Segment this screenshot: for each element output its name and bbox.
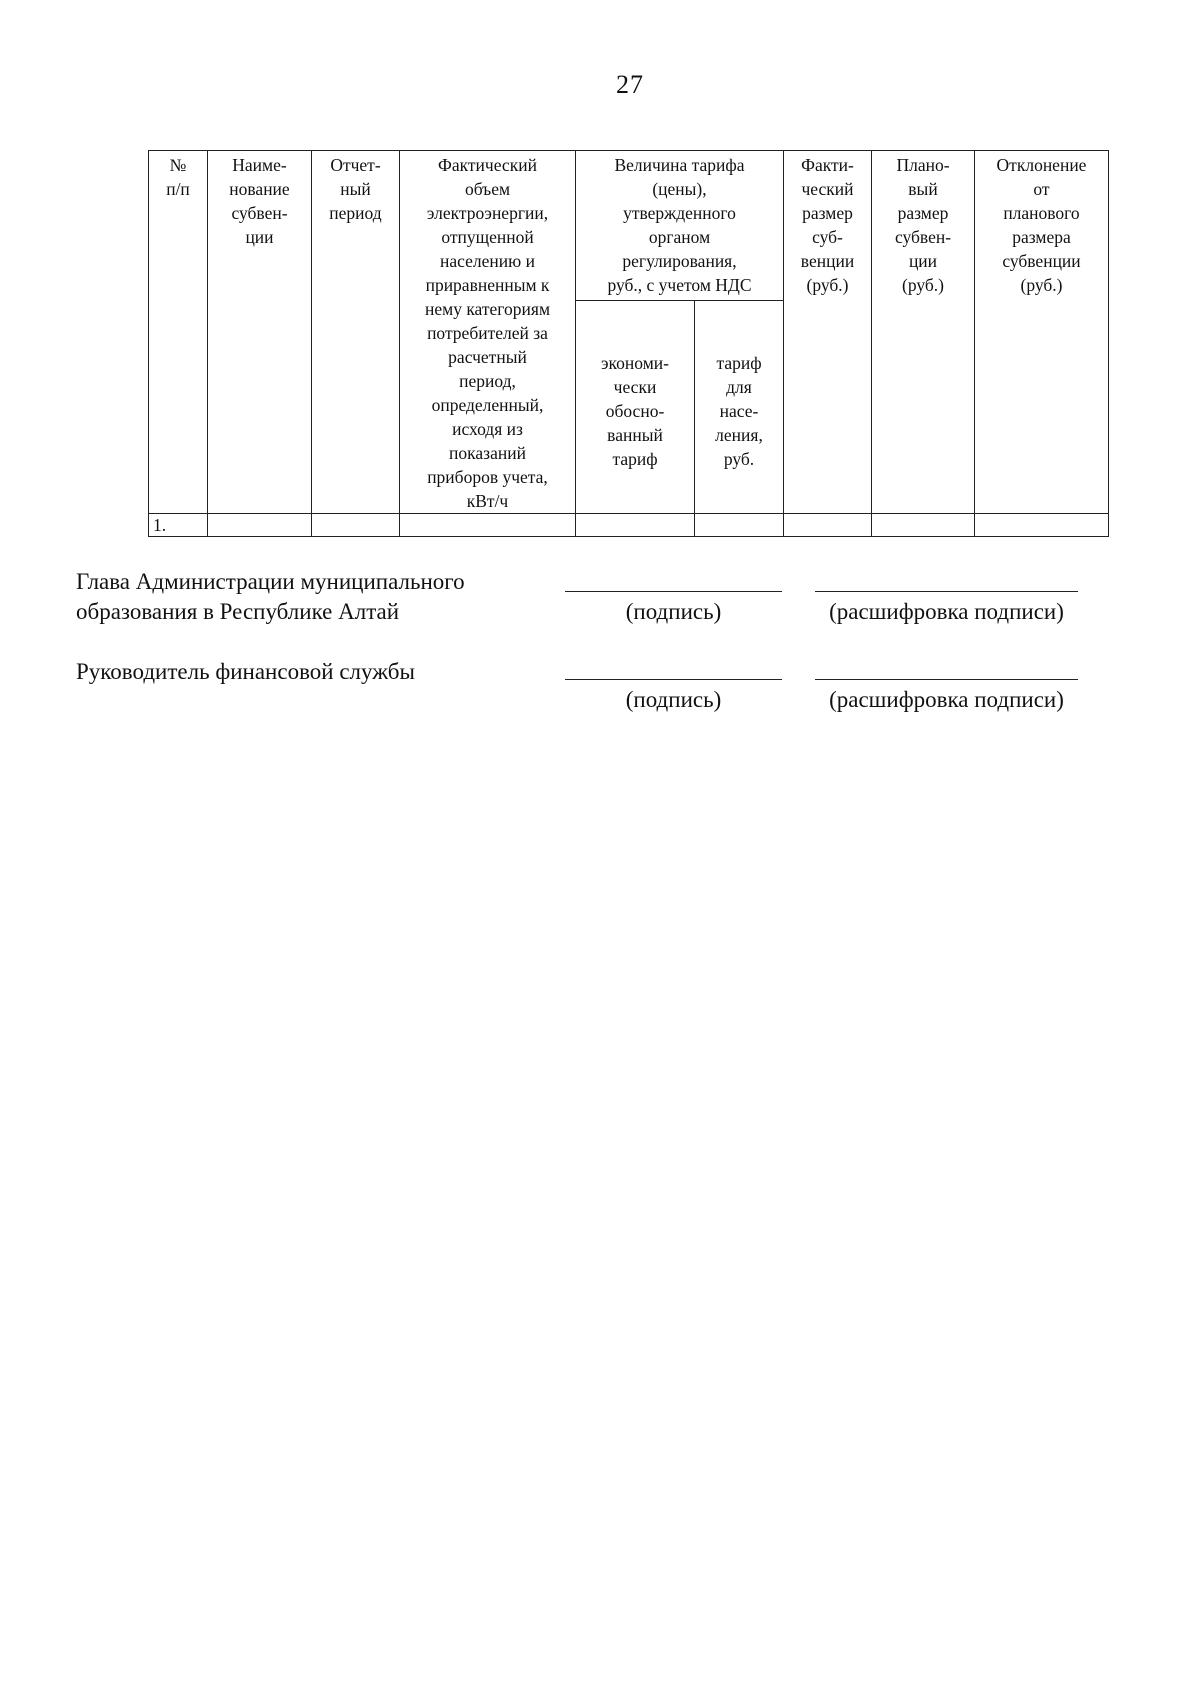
header-tariff-group: Величина тарифа (цены), утвержденного органом регулирования, руб., с учетом НДС xyxy=(576,151,784,301)
header-tariff-pop: тариф для насе- ления, руб. xyxy=(695,300,784,513)
signature-head-decode-line xyxy=(815,591,1078,592)
signature-head-sign-line xyxy=(565,591,782,592)
table-row xyxy=(149,514,1109,537)
header-row-1 xyxy=(149,151,1109,301)
signature-finance-decode-line xyxy=(815,679,1078,680)
row-cell xyxy=(400,514,576,537)
signature-finance-sign-line xyxy=(565,679,782,680)
header-tariff-econ: экономи- чески обосно- ванный тариф xyxy=(576,300,695,513)
signature-finance-sign-caption: (подпись) xyxy=(625,687,722,712)
signature-head-label: Глава Администрации муниципального образования в Республике Алтай xyxy=(76,569,465,624)
row-cell xyxy=(975,514,1109,537)
signature-finance-label: Руководитель финансовой службы xyxy=(76,659,415,684)
row-cell xyxy=(695,514,784,537)
row-cell xyxy=(312,514,400,537)
subvention-report-table xyxy=(148,150,1109,537)
header-name: Наиме- нование субвен- ции xyxy=(208,151,312,514)
row-cell xyxy=(872,514,975,537)
signature-finance-decode-caption: (расшифровка подписи) xyxy=(829,687,1064,712)
signature-head-decode-caption: (расшифровка подписи) xyxy=(829,599,1064,624)
page-number: 27 xyxy=(616,70,644,99)
row-cell xyxy=(576,514,695,537)
signature-head-sign-caption: (подпись) xyxy=(625,599,722,624)
row-cell xyxy=(784,514,872,537)
header-volume: Фактический объем электроэнергии, отпущенной населению и приравненным к нему категориям потребителей за расчетный период, определенный, исходя из показаний приборов учета, кВт/ч xyxy=(400,151,576,514)
header-num: № п/п xyxy=(149,151,208,514)
row-cell xyxy=(208,514,312,537)
header-period: Отчет- ный период xyxy=(312,151,400,514)
header-deviation: Отклонение от планового размера субвенции (руб.) xyxy=(975,151,1109,514)
row-num-cell: 1. xyxy=(149,514,208,537)
header-actual: Факти- ческий размер суб- венции (руб.) xyxy=(784,151,872,514)
header-planned: Плано- вый размер субвен- ции (руб.) xyxy=(872,151,975,514)
